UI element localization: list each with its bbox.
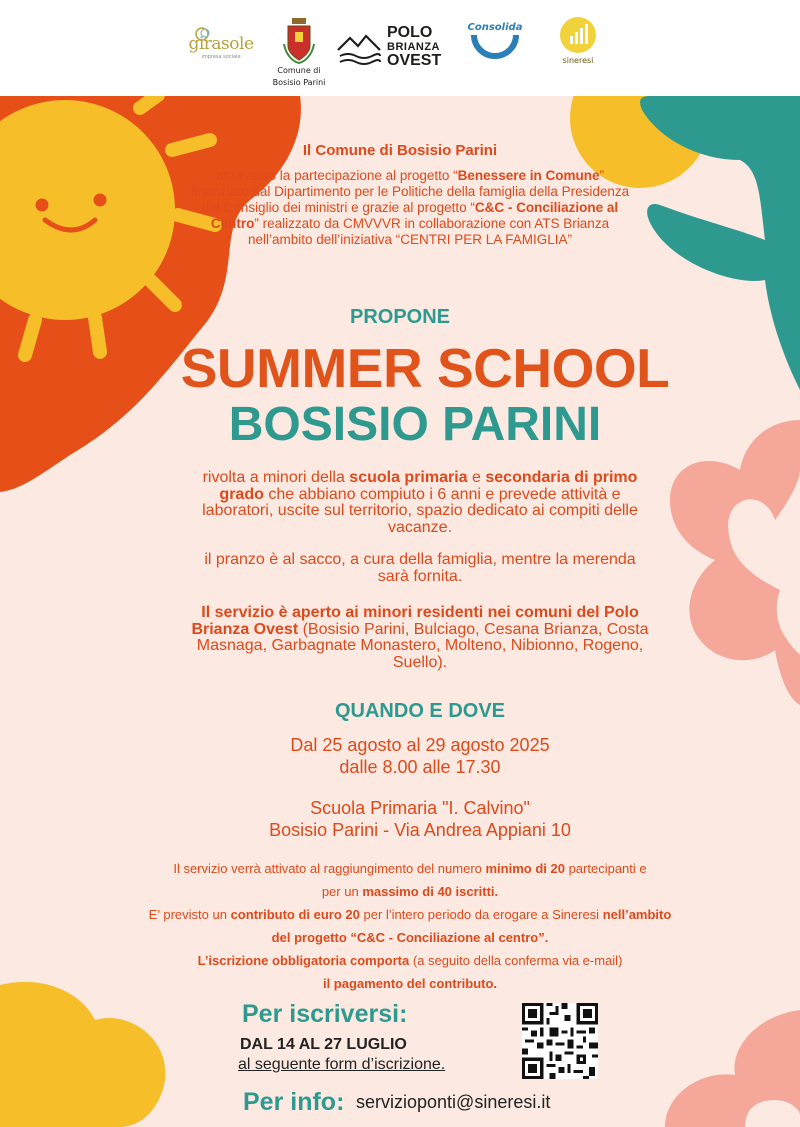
note-text: per l’intero periodo da erogare a Sineresi	[359, 907, 603, 922]
note-line	[90, 857, 730, 880]
event-dates: Dal 25 agosto al 29 agosto 2025	[290, 735, 550, 755]
note-line: del progetto “C&C - Conciliazione al centro”.	[271, 930, 549, 945]
title-summer-school: SUMMER SCHOOL	[180, 337, 670, 399]
note-line: il pagamento del contributo.	[322, 976, 498, 991]
consolida-arc-icon	[470, 33, 520, 59]
event-hours: dalle 8.00 alle 17.30	[339, 757, 501, 777]
note-bold: L’iscrizione obbligatoria comporta	[197, 953, 410, 968]
when-where-heading: QUANDO E DOVE	[334, 700, 506, 722]
note-bold: contributo di euro 20	[230, 907, 360, 922]
consolida-name: Consolida	[467, 22, 523, 33]
description-eligibility	[185, 605, 655, 671]
desc-secondaria: secondaria di primo grado	[219, 469, 638, 503]
note-text: E’ previsto un	[148, 907, 231, 922]
eligibility-towns: (Bosisio Parini, Bulciago, Cesana Brianza, Costa Masnaga, Garbagnate Monastero, Molteno, Nibionno, Rogeno, Suello).	[196, 620, 649, 671]
comune-caption-line2: Bosisio Parini	[272, 78, 326, 87]
note-text: Il servizio verrà attivato al raggiungimento del numero	[173, 861, 486, 876]
coat-of-arms-icon	[282, 16, 316, 64]
intro-title: Il Comune di Bosisio Parini	[302, 142, 498, 159]
sineresi-icon	[559, 16, 597, 54]
event-address: Bosisio Parini - Via Andrea Appiani 10	[269, 820, 571, 840]
mountains-icon	[336, 30, 382, 70]
girasole-logo	[185, 34, 257, 60]
note-line	[90, 949, 730, 972]
desc-text: e	[467, 469, 486, 486]
polo-line1: POLO	[387, 24, 433, 41]
polo-line2: BRIANZA	[387, 41, 440, 53]
comune-logo	[262, 16, 336, 88]
signup-dates: DAL 14 AL 27 LUGLIO	[240, 1036, 407, 1053]
signup-form-link[interactable]: al seguente form d’iscrizione.	[238, 1056, 446, 1073]
service-notes	[90, 857, 730, 995]
info-email-link[interactable]: servizioponti@sineresi.it	[356, 1092, 551, 1112]
eligibility-bold: Il servizio è aperto ai minori residenti nei comuni del Polo Brianza Ovest	[191, 604, 639, 638]
logo-bar	[0, 0, 800, 96]
polo-line3: OVEST	[387, 52, 442, 69]
note-line	[90, 903, 730, 926]
comune-caption-line1: Comune di	[277, 66, 321, 75]
desc-text: rivolta a minori della	[202, 469, 350, 486]
description-lunch: il pranzo è al sacco, a cura della famiglia, mentre la merenda sarà fornita.	[204, 551, 636, 585]
project-benessere: Benessere in Comune	[457, 168, 600, 183]
desc-text: che abbiano compiuto i 6 anni e prevede attività e laboratori, uscite sul territorio, spazio dedicato ai compiti delle vacanze.	[202, 485, 638, 536]
event-school: Scuola Primaria "I. Calvino"	[310, 798, 530, 818]
girasole-tagline: impresa sociale	[201, 54, 241, 60]
note-bold: massimo di 40 iscritti.	[362, 884, 499, 899]
intro-text-3: ” realizzato da CMVVVR in collaborazione con ATS Brianza nell’ambito dell’iniziativa “CENTRI PER LA FAMIGLIA”	[247, 216, 610, 247]
sunflower-icon	[191, 26, 213, 42]
info-heading: Per info:	[243, 1088, 345, 1116]
intro-text-1: attraverso la partecipazione al progetto “	[216, 168, 458, 183]
where-block	[220, 797, 620, 841]
note-bold: minimo di 20	[485, 861, 565, 876]
desc-primaria: scuola primaria	[349, 469, 468, 486]
qr-code[interactable]	[522, 1003, 598, 1079]
note-text: partecipanti e	[564, 861, 647, 876]
note-text: per un	[321, 884, 363, 899]
sineresi-logo	[552, 16, 604, 65]
consolida-logo	[466, 22, 524, 59]
note-line	[90, 880, 730, 903]
polo-brianza-ovest-logo	[336, 26, 448, 72]
signup-heading: Per iscriversi:	[242, 1000, 408, 1028]
project-conciliazione: C&C - Conciliazione al Centro	[210, 200, 619, 231]
note-bold: nell’ambito	[602, 907, 672, 922]
propone-heading: PROPONE	[349, 306, 451, 328]
intro-paragraph	[190, 168, 630, 248]
sineresi-name: sineresi	[562, 56, 594, 65]
note-text: (a seguito della conferma via e-mail)	[409, 953, 623, 968]
intro-text-2: ” finanziato dal Dipartimento per le Politiche della famiglia della Presidenza del Consiglio dei ministri e grazie al progetto “	[190, 168, 630, 215]
when-block	[250, 734, 590, 778]
description-target	[190, 470, 650, 536]
title-bosisio-parini: BOSISIO PARINI	[228, 398, 602, 451]
girasole-name: girasole	[188, 34, 254, 54]
